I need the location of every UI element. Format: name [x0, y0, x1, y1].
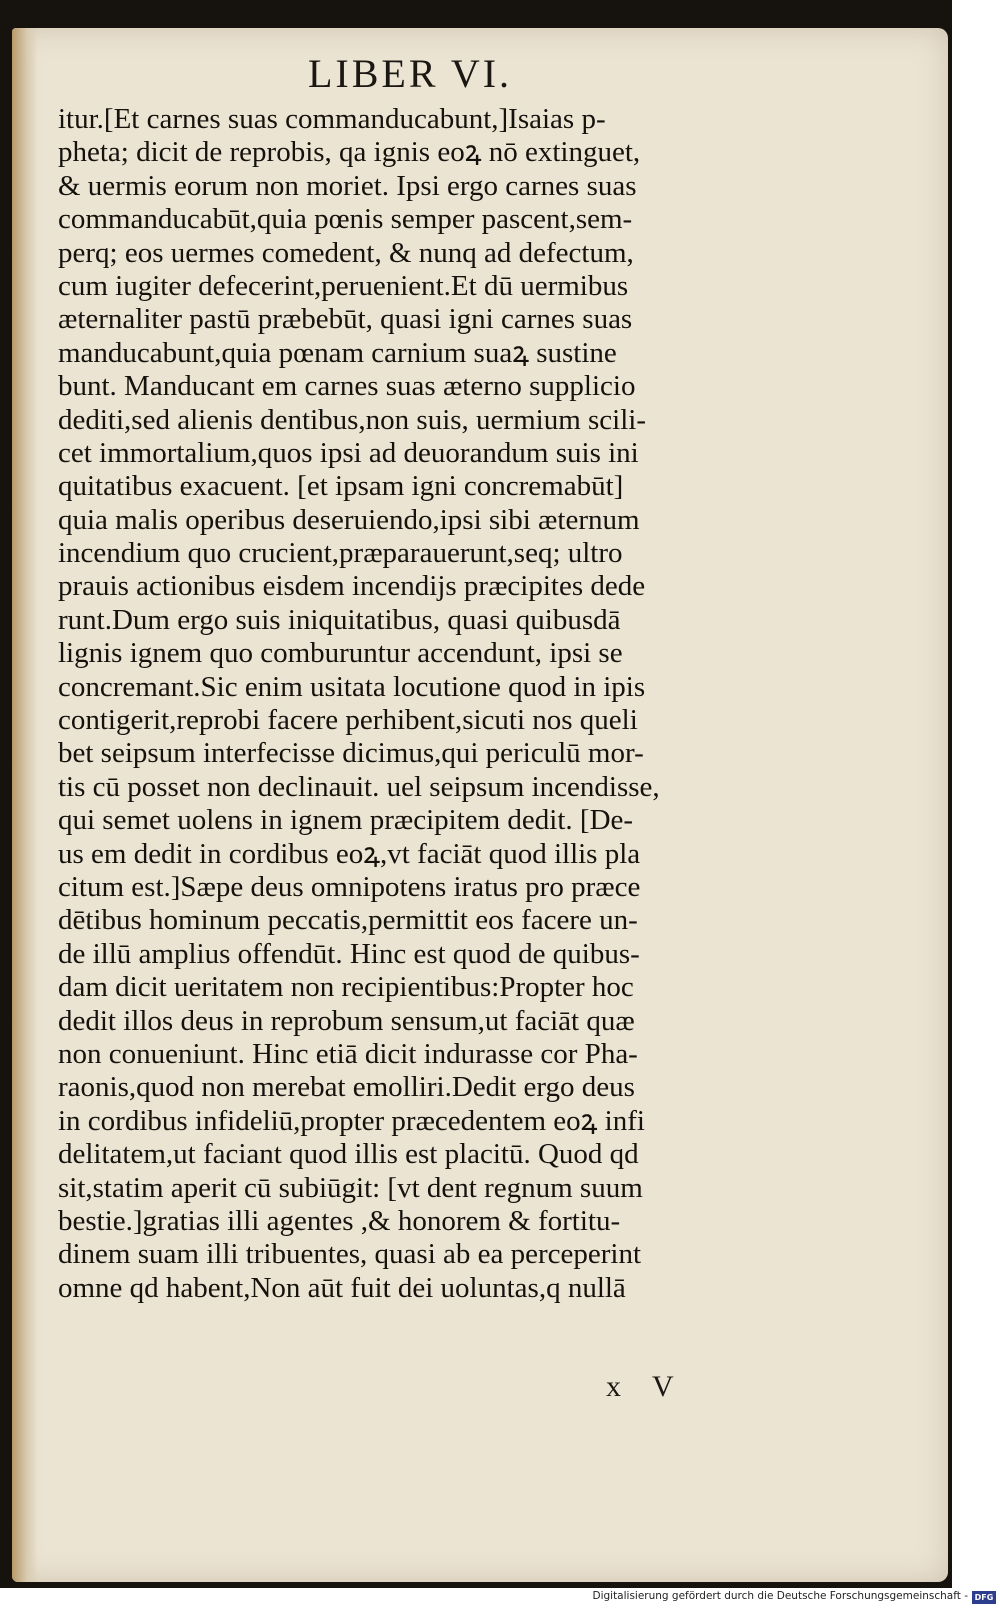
- text-line: quia malis operibus deseruiendo,ipsi sibi æternum: [58, 503, 640, 536]
- text-line: quitatibus exacuent. [et ipsam igni concremabūt]: [58, 470, 624, 503]
- text-line: & uermis eorum non moriet. Ipsi ergo carnes suas: [58, 169, 637, 202]
- text-line: dedit illos deus in reprobum sensum,ut faciāt quæ: [58, 1004, 635, 1037]
- text-line: raonis,quod non merebat emolliri.Dedit ergo deus: [58, 1071, 635, 1104]
- text-line: dētibus hominum peccatis,permittit eos facere un-: [58, 904, 638, 937]
- text-line: de illū amplius offendūt. Hinc est quod de quibus-: [58, 937, 640, 970]
- body-text: [58, 103, 798, 1305]
- text-line: delitatem,ut faciant quod illis est placitū. Quod qd: [58, 1138, 639, 1171]
- text-line: qui semet uolens in ignem præcipitem dedit. [De-: [58, 804, 634, 837]
- text-line: dam dicit ueritatem non recipientibus:Propter hoc: [58, 971, 634, 1004]
- text-line: incendium quo crucient,præparauerunt,seq; ultro: [58, 537, 623, 570]
- running-head: LIBER VI.: [308, 51, 513, 96]
- text-line: æternaliter pastū præbebūt, quasi igni carnes suas: [58, 303, 633, 336]
- dfg-logo-icon: DFG: [972, 1591, 996, 1604]
- text-line: perq; eos uermes comedent, & nunq ad defectum,: [58, 236, 634, 269]
- text-line: sit,statim aperit cū subiūgit: [vt dent regnum suum: [58, 1171, 643, 1204]
- text-line: us em dedit in cordibus eoꝝ,vt faciāt quod illis pla: [58, 837, 641, 870]
- text-line: cet immortalium,quos ipsi ad deuorandum suis ini: [58, 436, 639, 469]
- text-line: manducabunt,quia pœnam carnium suaꝝ sustine: [58, 336, 617, 369]
- text-line: runt.Dum ergo suis iniquitatibus, quasi quibusdā: [58, 603, 621, 636]
- text-line: bunt. Manducant em carnes suas æterno supplicio: [58, 370, 636, 403]
- text-line: cum iugiter defecerint,peruenient.Et dū uermibus: [58, 269, 629, 302]
- page-gutter-shadow: [12, 28, 38, 1582]
- text-line: pheta; dicit de reprobis, qa ignis eoꝝ nō extinguet,: [58, 136, 641, 169]
- text-line: prauis actionibus eisdem incendijs præcipites dede: [58, 570, 646, 603]
- text-line: omne qd habent,Non aūt fuit dei uoluntas,q nullā: [58, 1271, 626, 1304]
- text-line: citum est.]Sæpe deus omnipotens iratus pro præce: [58, 870, 641, 903]
- text-line: bet seipsum interfecisse dicimus,qui periculū mor-: [58, 737, 644, 770]
- text-line: dediti,sed alienis dentibus,non suis, uermium scili-: [58, 403, 646, 436]
- text-line: tis cū posset non declinauit. uel seipsum incendisse,: [58, 770, 660, 803]
- text-line: dinem suam illi tribuentes, quasi ab ea perceperint: [58, 1238, 642, 1271]
- text-line: concremant.Sic enim usitata locutione quod in ipis: [58, 670, 646, 703]
- signature-mark: x V: [606, 1370, 686, 1403]
- text-line: in cordibus infideliū,propter præcedentem eoꝝ infi: [58, 1104, 645, 1137]
- text-line: contigerit,reprobi facere perhibent,sicuti nos queli: [58, 704, 638, 737]
- funding-credit: Digitalisierung gefördert durch die Deutsche Forschungsgemeinschaft -: [592, 1590, 968, 1602]
- text-line: lignis ignem quo comburuntur accendunt, ipsi se: [58, 637, 623, 670]
- text-line: bestie.]gratias illi agentes ,& honorem & fortitu-: [58, 1204, 621, 1237]
- text-line: itur.[Et carnes suas commanducabunt,]Isaias p-: [58, 103, 606, 135]
- text-line: non conueniunt. Hinc etiā dicit indurasse cor Pha-: [58, 1037, 638, 1070]
- text-line: commanducabūt,quia pœnis semper pascent,sem-: [58, 203, 633, 236]
